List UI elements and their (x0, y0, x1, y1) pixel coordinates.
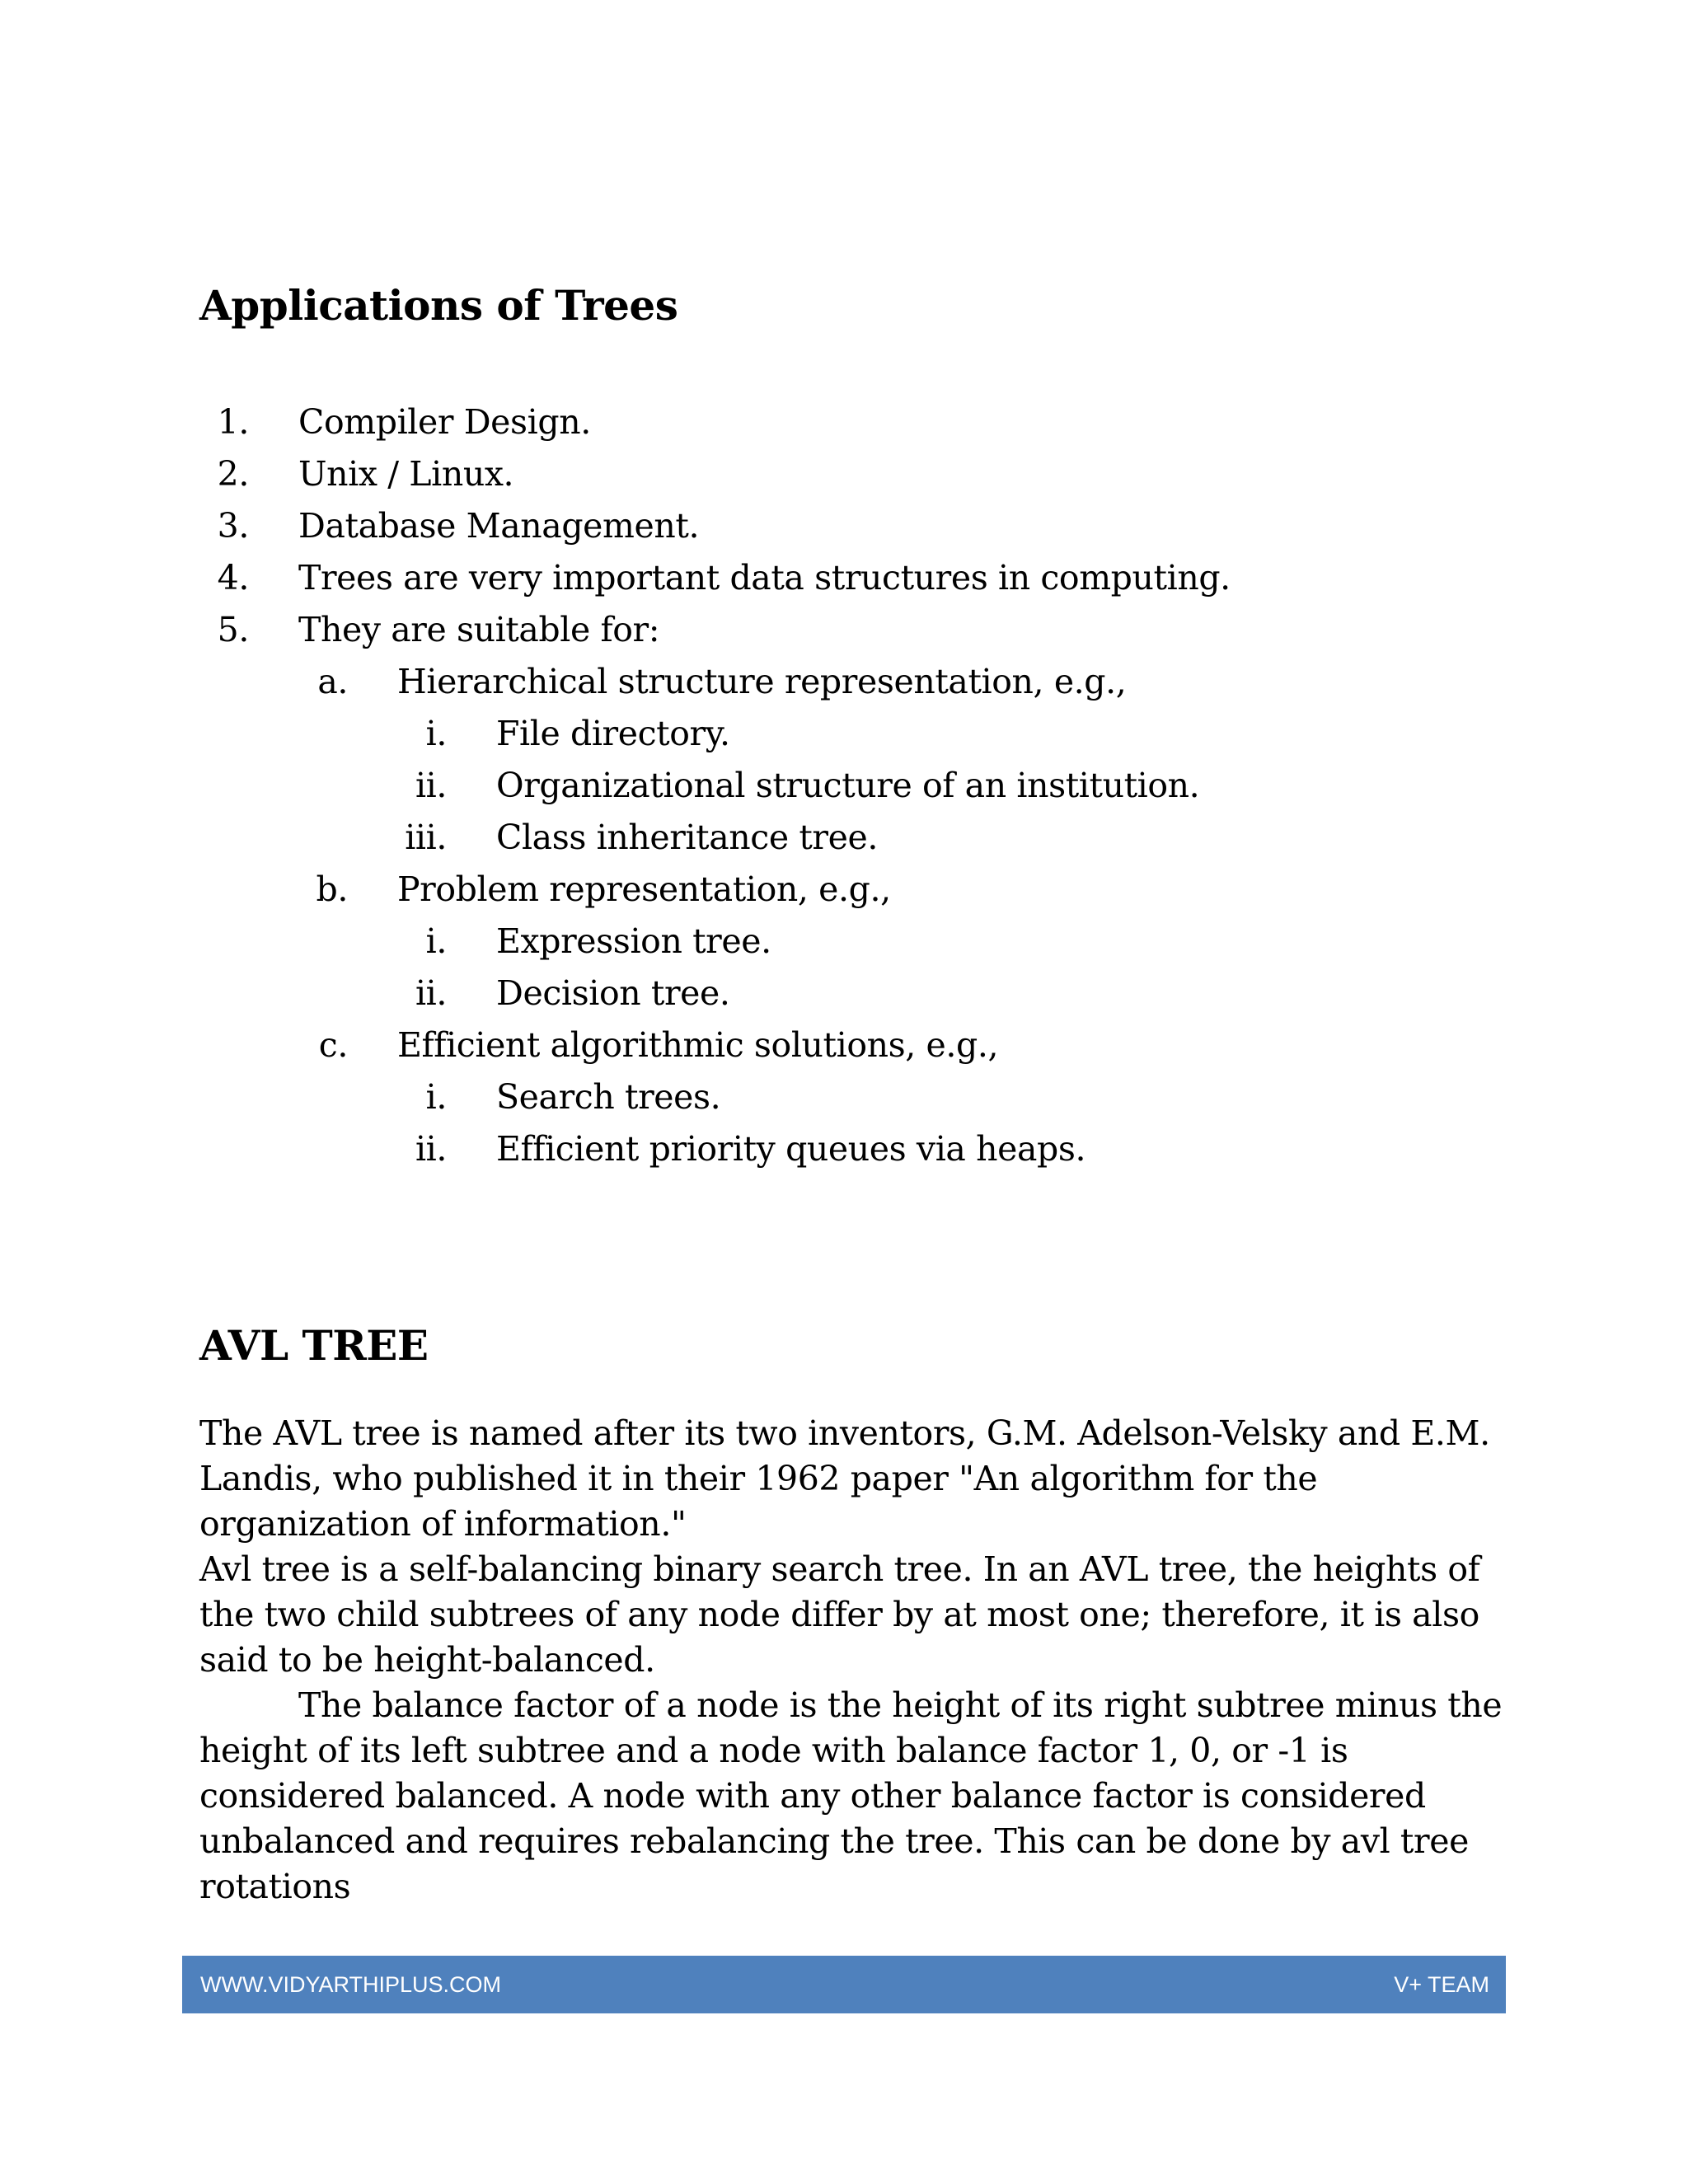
paragraph-line: organization of information." (199, 1504, 687, 1544)
paragraph-line: considered balanced. A node with any other balance factor is considered (199, 1776, 1426, 1816)
list-marker: 1. (217, 402, 249, 442)
paragraph-line: Avl tree is a self-balancing binary search tree. In an AVL tree, the heights of (199, 1549, 1480, 1589)
paragraph-line: height of its left subtree and a node with balance factor 1, 0, or -1 is (199, 1731, 1348, 1770)
list-marker: iii. (405, 818, 447, 857)
list-marker: ii. (415, 766, 447, 805)
list-item-text: Hierarchical structure representation, e.g., (397, 662, 1127, 701)
list-item-text: Efficient priority queues via heaps. (496, 1129, 1086, 1169)
footer-bar (182, 1956, 1506, 2013)
paragraph-line: rotations (199, 1867, 351, 1906)
list-marker: i. (425, 714, 447, 753)
list-marker: i. (425, 921, 447, 961)
footer-website-link[interactable]: WWW.VIDYARTHIPLUS.COM (200, 1972, 502, 1997)
list-item-text: Organizational structure of an institution. (496, 766, 1200, 805)
list-marker: 5. (217, 610, 249, 649)
list-item-text: Expression tree. (496, 921, 771, 961)
list-marker: c. (318, 1025, 348, 1065)
list-marker: ii. (415, 1129, 447, 1169)
paragraph-line: Landis, who published it in their 1962 paper "An algorithm for the (199, 1459, 1318, 1498)
paragraph-line: unbalanced and requires rebalancing the tree. This can be done by avl tree (199, 1821, 1469, 1861)
list-item-text: Problem representation, e.g., (397, 869, 891, 909)
list-item-text: Unix / Linux. (298, 454, 514, 494)
list-marker: ii. (415, 973, 447, 1013)
list-marker: b. (316, 869, 348, 909)
list-item-text: File directory. (496, 714, 730, 753)
list-marker: i. (425, 1077, 447, 1117)
paragraph-line: The AVL tree is named after its two inventors, G.M. Adelson-Velsky and E.M. (199, 1413, 1490, 1453)
list-item-text: Compiler Design. (298, 402, 591, 442)
footer-team-label: V+ TEAM (1394, 1972, 1489, 1997)
applications-heading: Applications of Trees (199, 281, 678, 330)
list-marker: a. (317, 662, 348, 701)
list-item-text: Class inheritance tree. (496, 818, 878, 857)
avl-heading: AVL TREE (199, 1321, 429, 1370)
list-marker: 2. (217, 454, 249, 494)
list-item-text: They are suitable for: (298, 610, 660, 649)
list-item-text: Trees are very important data structures in computing. (298, 558, 1231, 598)
list-marker: 3. (217, 506, 249, 546)
paragraph-line: The balance factor of a node is the height of its right subtree minus the (298, 1685, 1503, 1725)
list-item-text: Search trees. (496, 1077, 721, 1117)
list-marker: 4. (217, 558, 249, 598)
list-item-text: Decision tree. (496, 973, 730, 1013)
list-item-text: Efficient algorithmic solutions, e.g., (397, 1025, 999, 1065)
paragraph-line: the two child subtrees of any node differ by at most one; therefore, it is also (199, 1595, 1479, 1634)
paragraph-line: said to be height-balanced. (199, 1640, 655, 1680)
list-item-text: Database Management. (298, 506, 700, 546)
